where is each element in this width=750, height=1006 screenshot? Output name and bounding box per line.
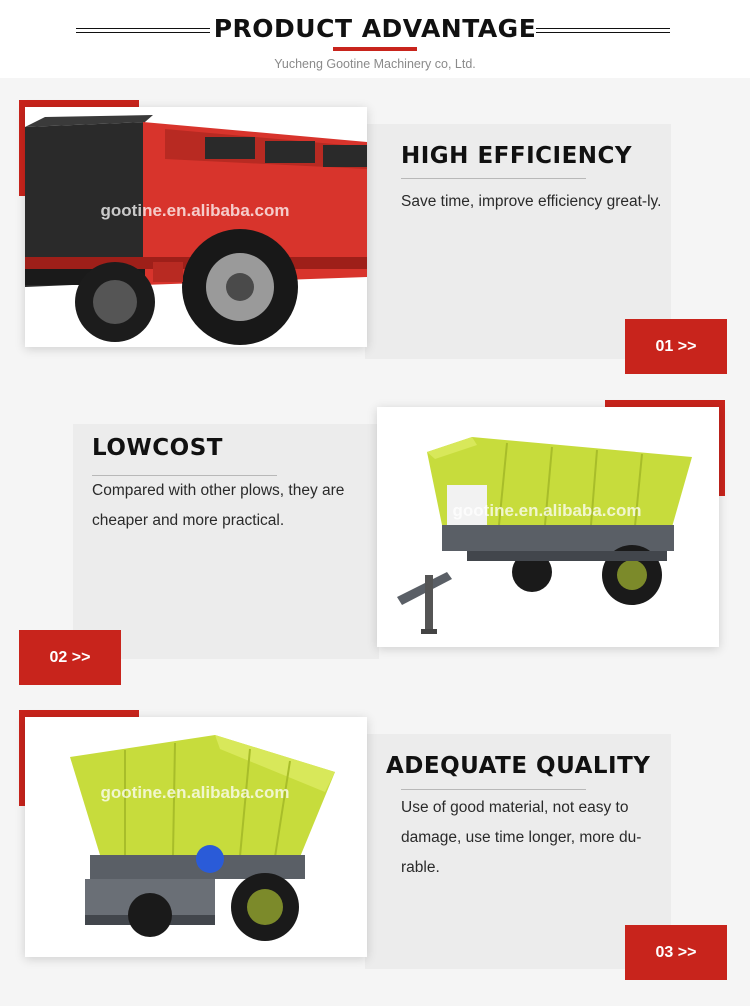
- feature-number-badge: 02 >>: [19, 630, 121, 685]
- watermark-text: gootine.en.alibaba.com: [100, 783, 290, 802]
- feature-description: Use of good material, not easy to damage, use time longer, more du-rable.: [401, 799, 642, 876]
- page-title: PRODUCT ADVANTAGE: [213, 14, 537, 43]
- feature-title: HIGH EFFICIENCY: [401, 143, 633, 169]
- feature-title: ADEQUATE QUALITY: [386, 753, 651, 779]
- company-name: Yucheng Gootine Machinery co, Ltd.: [274, 57, 476, 71]
- feature-description: Save time, improve efficiency great-ly.: [401, 193, 662, 210]
- feature-description: Compared with other plows, they are cheaper and more practical.: [92, 482, 345, 529]
- feature-number-badge: 03 >>: [625, 925, 727, 980]
- product-photo: [25, 717, 367, 957]
- watermark-text: gootine.en.alibaba.com: [452, 501, 642, 520]
- title-rule: [401, 789, 586, 790]
- feature-title: LOWCOST: [92, 435, 223, 461]
- feature-number-badge: 01 >>: [625, 319, 727, 374]
- watermark-text: gootine.en.alibaba.com: [100, 201, 290, 220]
- green-spreader-side-photo: [25, 717, 367, 957]
